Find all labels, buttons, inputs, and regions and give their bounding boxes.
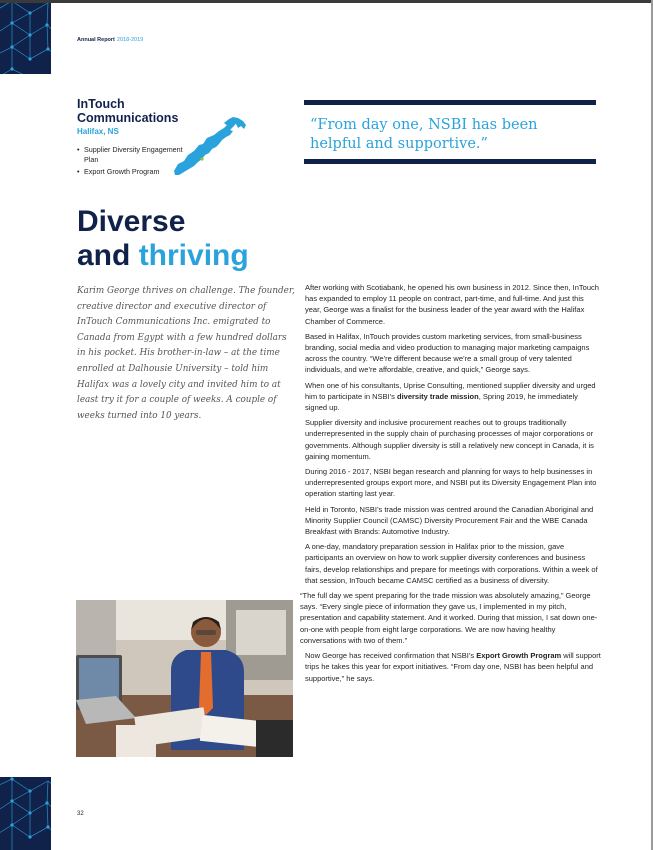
headline-accent: thriving bbox=[138, 239, 249, 272]
body-paragraph: Supplier diversity and inclusive procurement reaches out to groups traditionally underrepresented in the supply chain of purchasing processes of major corporations or governments. Although supplier diversity is still a relatively new concept in Canada, it is gaining momentum. bbox=[305, 418, 594, 461]
headline-word: and bbox=[77, 239, 131, 272]
halifax-marker bbox=[200, 157, 203, 160]
body-text: will support trips he takes this year for export initiatives. “From day one, NSBI has been helpful and supportive,” he says. bbox=[305, 651, 601, 683]
program-item: • Export Growth Program bbox=[77, 167, 187, 177]
export-growth-program-term: Export Growth Program bbox=[476, 651, 562, 661]
report-years: 2018-2019 bbox=[116, 37, 144, 43]
quote-paragraph: “The full day we spent preparing for the trade mission was absolutely amazing,” George says. “Every single piece of information they gave us, I implemented in my pitch, presentation and capability statement. And it worked. During that mission, I sat down one-on-one with people from eight large corporations. We are now having healthy conversations with two of them.” bbox=[300, 591, 598, 645]
program-item: • Supplier Diversity Engagement Plan bbox=[77, 145, 187, 165]
diversity-trade-mission-term: diversity trade mission bbox=[397, 391, 479, 401]
portrait-photo bbox=[76, 600, 293, 757]
report-title: Annual Report bbox=[77, 37, 115, 43]
body-text: When one of his consultants, Uprise Consulting, mentioned supplier diversity and urged him to participate in NSBI’s bbox=[305, 380, 596, 401]
pull-quote: “From day one, NSBI has been helpful and supportive.” bbox=[310, 117, 538, 152]
body-paragraph bbox=[305, 650, 601, 684]
decorative-network-pattern-top bbox=[0, 3, 51, 74]
decorative-network-pattern-bottom bbox=[0, 777, 51, 850]
body-text: Now George has received confirmation that NSBI’s bbox=[305, 651, 477, 661]
body-paragraph: During 2016 - 2017, NSBI began research and planning for ways to help businesses in underrepresented groups export more, and NSBI put its Diversity Engagement Plan into operation starting last year. bbox=[305, 467, 597, 499]
company-profile bbox=[77, 97, 187, 177]
pull-quote-box bbox=[304, 100, 596, 164]
body-paragraph: After working with Scotiabank, he opened his own business in 2012. Since then, InTouch has expanded to employ 11 people on contract, part-time, and full-time. And just this year, George was a finalist for the business leader of the year award with the Halifax Chamber of Commerce. bbox=[305, 283, 599, 326]
nova-scotia-map-icon bbox=[172, 117, 247, 177]
company-location: Halifax, NS bbox=[77, 127, 119, 136]
body-paragraph: A one-day, mandatory preparation session in Halifax prior to the mission, gave participants an overview on how to work supplier diversity conferences and business fairs, develop relationships and prepare for meetings with corporations. Within a week of that session, InTouch became CAMSC certified as a business of diversity. bbox=[305, 542, 598, 585]
body-text: , Spring 2019, he immediately signed up. bbox=[305, 391, 578, 413]
headline-line-1: Diverse bbox=[77, 205, 186, 238]
article-headline bbox=[77, 205, 249, 273]
headline-line-2 bbox=[77, 239, 249, 273]
report-header bbox=[77, 37, 143, 43]
top-rule bbox=[0, 0, 653, 3]
lead-paragraph: Karim George thrives on challenge. The founder, creative director and executive director of InTouch Communications Inc. emigrated to Canada from Egypt with a few hundred dollars in his pocket. His brother-in-law – at the time enrolled at Dalhousie University – told him Halifax was a lovely city and invited him to at least try it for a couple of weeks. A couple of weeks turned into 10 years. bbox=[77, 286, 295, 421]
body-paragraph: Based in Halifax, InTouch provides custom marketing services, from small-business branding, social media and video production to managing major marketing campaigns across the country. “We’re different because we’re a small group of very talented individuals, and we’re affordable, creative, and quick,” George says. bbox=[305, 331, 590, 375]
body-paragraph: Held in Toronto, NSBI’s trade mission was centred around the Canadian Aboriginal and Minority Supplier Council (CAMSC) Diversity Procurement Fair and the WBE Canada Breakfast with Brands: Automotive Industry. bbox=[305, 504, 594, 537]
page-number: 32 bbox=[77, 811, 84, 817]
article-body bbox=[300, 282, 601, 684]
company-name: InTouch Communications bbox=[77, 97, 179, 125]
body-paragraph bbox=[305, 380, 601, 414]
program-list bbox=[77, 145, 187, 177]
